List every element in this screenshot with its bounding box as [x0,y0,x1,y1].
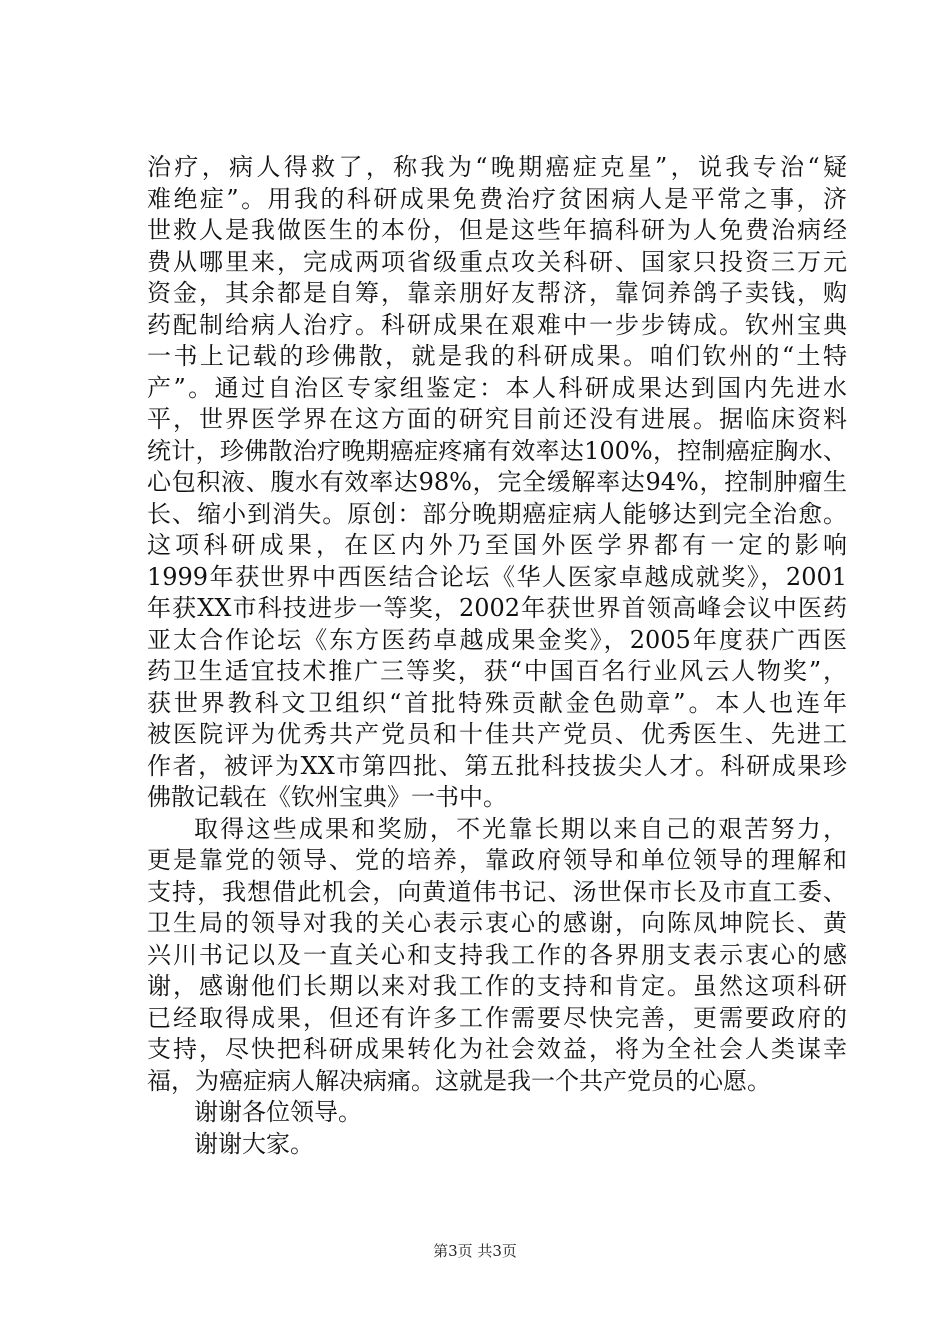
text-line: 获世界教科文卫组织“首批特殊贡献金色勋章”。本人也连年 [147,688,847,717]
paragraph-first-line: 取得这些成果和奖励，不光靠长期以来自己的艰苦努力， [194,814,847,843]
text-line: 费从哪里来，完成两项省级重点攻关科研、国家只投资三万元 [147,247,847,276]
text-line: 年获XX市科技进步一等奖，2002年获世界首领高峰会议中医药 [147,594,847,622]
text-line: 作者，被评为XX市第四批、第五批科技拔尖人才。科研成果珍 [147,751,847,780]
text-line: 被医院评为优秀共产党员和十佳共产党员、优秀医生、先进工 [147,720,847,748]
text-line: 资金，其余都是自筹，靠亲朋好友帮济，靠饲养鸽子卖钱，购 [147,279,847,307]
page-number-footer: 第3页 共3页 [433,1242,517,1260]
text-line: 已经取得成果，但还有许多工作需要尽快完善，更需要政府的 [147,1003,847,1032]
text-line: 卫生局的领导对我的关心表示衷心的感谢，向陈凤坤院长、黄 [147,909,847,937]
text-line: 难绝症”。用我的科研成果免费治疗贫困病人是平常之事，济 [147,184,847,213]
text-line: 药配制给病人治疗。科研成果在艰难中一步步铸成。钦州宝典 [147,310,847,339]
text-line: 治疗，病人得救了，称我为“晚期癌症克星”，说我专治“疑 [147,153,847,181]
text-line: 世救人是我做医生的本份，但是这些年搞科研为人免费治病经 [147,216,847,244]
text-line: 产”。通过自治区专家组鉴定：本人科研成果达到国内先进水 [147,373,847,402]
text-line: 药卫生适宜技术推广三等奖，获“中国百名行业风云人物奖”， [147,657,847,685]
text-line: 佛散记载在《钦州宝典》一书中。 [147,783,507,811]
text-line: 长、缩小到消失。原创：部分晚期癌症病人能够达到完全治愈。 [147,499,847,528]
text-line: 亚太合作论坛《东方医药卓越成果金奖》，2005年度获广西医 [147,625,847,654]
text-line: 谢，感谢他们长期以来对我工作的支持和肯定。虽然这项科研 [147,972,847,1000]
text-line: 支持，尽快把科研成果转化为社会效益，将为全社会人类谋幸 [147,1035,847,1063]
text-line: 福，为癌症病人解决病痛。这就是我一个共产党员的心愿。 [147,1066,771,1095]
text-line: 更是靠党的领导、党的培养，靠政府领导和单位领导的理解和 [147,846,847,874]
text-line: 一书上记载的珍佛散，就是我的科研成果。咱们钦州的“土特 [147,342,847,370]
text-line: 支持，我想借此机会，向黄道伟书记、汤世保市长及市直工委、 [147,877,847,906]
text-line: 心包积液、腹水有效率达98%，完全缓解率达94%，控制肿瘤生 [147,468,847,496]
text-line: 兴川书记以及一直关心和支持我工作的各界朋支表示衷心的感 [147,940,847,969]
closing-thanks-leaders: 谢谢各位领导。 [194,1098,362,1126]
text-line: 统计，珍佛散治疗晚期癌症疼痛有效率达100%，控制癌症胸水、 [147,436,847,465]
document-body [147,152,847,1160]
text-line: 这项科研成果，在区内外乃至国外医学界都有一定的影响 [147,531,847,559]
text-line: 1999年获世界中西医结合论坛《华人医家卓越成就奖》，2001 [147,562,847,591]
text-line: 平，世界医学界在这方面的研究目前还没有进展。据临床资料 [147,405,847,433]
closing-thanks-all: 谢谢大家。 [194,1129,314,1158]
